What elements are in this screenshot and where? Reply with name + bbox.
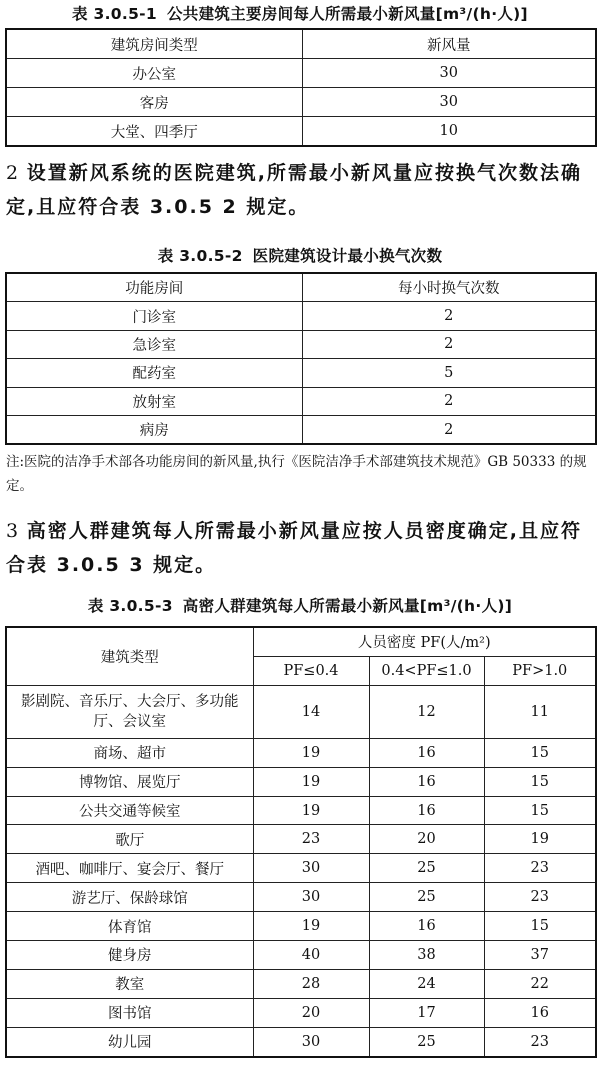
column-header: 功能房间 bbox=[6, 273, 302, 302]
table-cell: 19 bbox=[253, 912, 369, 941]
table-caption bbox=[0, 2, 600, 24]
table-cell: 30 bbox=[253, 1027, 369, 1056]
table-cell: 客房 bbox=[6, 88, 302, 117]
table-cell: 19 bbox=[253, 738, 369, 767]
table-cell: 40 bbox=[253, 941, 369, 970]
table-cell: 16 bbox=[369, 912, 484, 941]
table-cell: 16 bbox=[484, 998, 596, 1027]
column-subheader: PF>1.0 bbox=[484, 656, 596, 685]
table-cell: 健身房 bbox=[6, 941, 253, 970]
table-cell: 23 bbox=[253, 825, 369, 854]
table-cell: 23 bbox=[484, 854, 596, 883]
table-cell: 2 bbox=[302, 387, 596, 415]
column-header: 人员密度 PF(人/m²) bbox=[253, 627, 596, 656]
table-row bbox=[6, 59, 596, 88]
table-cell: 图书馆 bbox=[6, 998, 253, 1027]
table-cell: 病房 bbox=[6, 415, 302, 444]
table-cell: 公共交通等候室 bbox=[6, 796, 253, 825]
table-cell: 2 bbox=[302, 415, 596, 444]
table-caption bbox=[0, 594, 600, 616]
table-cell: 放射室 bbox=[6, 387, 302, 415]
table-title: 公共建筑主要房间每人所需最小新风量[m³/(h·人)] bbox=[166, 5, 528, 23]
table-cell: 15 bbox=[484, 738, 596, 767]
table-row bbox=[6, 854, 596, 883]
table-row bbox=[6, 88, 596, 117]
table-row bbox=[6, 796, 596, 825]
table-number: 表 3.0.5-2 bbox=[157, 247, 243, 265]
table-row bbox=[6, 685, 596, 738]
table-cell: 19 bbox=[253, 796, 369, 825]
fresh-air-public-table bbox=[5, 28, 597, 147]
clause-text: 设置新风系统的医院建筑,所需最小新风量应按换气次数法确定,且应符合表 3.0.5 2 规定。 bbox=[6, 162, 582, 218]
table-row bbox=[6, 767, 596, 796]
table-cell: 影剧院、音乐厅、大会厅、多功能厅、会议室 bbox=[6, 685, 253, 738]
table-cell: 幼儿园 bbox=[6, 1027, 253, 1056]
clause-paragraph bbox=[6, 514, 596, 582]
table-cell: 大堂、四季厅 bbox=[6, 117, 302, 147]
table-cell: 办公室 bbox=[6, 59, 302, 88]
table-cell: 配药室 bbox=[6, 359, 302, 387]
table-cell: 12 bbox=[369, 685, 484, 738]
table-cell: 游艺厅、保龄球馆 bbox=[6, 883, 253, 912]
table-row bbox=[6, 825, 596, 854]
table-cell: 商场、超市 bbox=[6, 738, 253, 767]
table-cell: 19 bbox=[253, 767, 369, 796]
table-title: 高密人群建筑每人所需最小新风量[m³/(h·人)] bbox=[182, 597, 513, 615]
table-cell: 17 bbox=[369, 998, 484, 1027]
table-cell: 酒吧、咖啡厅、宴会厅、餐厅 bbox=[6, 854, 253, 883]
table-cell: 30 bbox=[302, 59, 596, 88]
table-cell: 10 bbox=[302, 117, 596, 147]
column-header: 每小时换气次数 bbox=[302, 273, 596, 302]
table-note: 注:医院的洁净手术部各功能房间的新风量,执行《医院洁净手术部建筑技术规范》GB 50333 的规定。 bbox=[6, 454, 587, 494]
table-cell: 30 bbox=[253, 854, 369, 883]
table-number: 表 3.0.5-3 bbox=[87, 597, 173, 615]
table-row bbox=[6, 359, 596, 387]
table-cell: 门诊室 bbox=[6, 302, 302, 330]
table-cell: 25 bbox=[369, 854, 484, 883]
table-cell: 2 bbox=[302, 302, 596, 330]
table-cell: 11 bbox=[484, 685, 596, 738]
table-cell: 19 bbox=[484, 825, 596, 854]
column-header: 新风量 bbox=[302, 29, 596, 59]
clause-paragraph bbox=[6, 156, 596, 224]
table-cell: 2 bbox=[302, 330, 596, 358]
table-cell: 16 bbox=[369, 796, 484, 825]
high-density-fresh-air-table bbox=[5, 626, 597, 1058]
table-title: 医院建筑设计最小换气次数 bbox=[252, 247, 443, 265]
column-subheader: PF≤0.4 bbox=[253, 656, 369, 685]
table-cell: 15 bbox=[484, 767, 596, 796]
column-header: 建筑房间类型 bbox=[6, 29, 302, 59]
clause-text: 高密人群建筑每人所需最小新风量应按人员密度确定,且应符合表 3.0.5 3 规定。 bbox=[6, 520, 582, 576]
table-cell: 歌厅 bbox=[6, 825, 253, 854]
clause-number: 2 bbox=[6, 162, 19, 184]
table-number: 表 3.0.5-1 bbox=[72, 5, 157, 23]
table-row bbox=[6, 969, 596, 998]
table-cell: 37 bbox=[484, 941, 596, 970]
table-header-row bbox=[6, 627, 596, 656]
table-cell: 14 bbox=[253, 685, 369, 738]
table-cell: 25 bbox=[369, 883, 484, 912]
table-cell: 16 bbox=[369, 738, 484, 767]
table-cell: 急诊室 bbox=[6, 330, 302, 358]
table-cell: 博物馆、展览厅 bbox=[6, 767, 253, 796]
table-header-row bbox=[6, 273, 596, 302]
table-row bbox=[6, 302, 596, 330]
table-cell: 16 bbox=[369, 767, 484, 796]
table-row bbox=[6, 387, 596, 415]
table-cell: 20 bbox=[253, 998, 369, 1027]
table-cell: 28 bbox=[253, 969, 369, 998]
table-cell: 15 bbox=[484, 912, 596, 941]
table-cell: 5 bbox=[302, 359, 596, 387]
table-cell: 22 bbox=[484, 969, 596, 998]
table-row bbox=[6, 117, 596, 147]
clause-number: 3 bbox=[6, 520, 19, 542]
table-row bbox=[6, 738, 596, 767]
table-cell: 23 bbox=[484, 883, 596, 912]
table-row bbox=[6, 998, 596, 1027]
table-cell: 24 bbox=[369, 969, 484, 998]
table-cell: 30 bbox=[302, 88, 596, 117]
column-header: 建筑类型 bbox=[6, 627, 253, 685]
table-row bbox=[6, 941, 596, 970]
table-row bbox=[6, 912, 596, 941]
table-cell: 体育馆 bbox=[6, 912, 253, 941]
table-row bbox=[6, 415, 596, 444]
table-row bbox=[6, 330, 596, 358]
table-cell: 15 bbox=[484, 796, 596, 825]
table-cell: 30 bbox=[253, 883, 369, 912]
hospital-air-change-table bbox=[5, 272, 597, 445]
column-subheader: 0.4<PF≤1.0 bbox=[369, 656, 484, 685]
table-row bbox=[6, 1027, 596, 1056]
table-cell: 25 bbox=[369, 1027, 484, 1056]
table-caption bbox=[0, 244, 600, 266]
table-cell: 20 bbox=[369, 825, 484, 854]
table-cell: 教室 bbox=[6, 969, 253, 998]
table-header-row bbox=[6, 29, 596, 59]
table-row bbox=[6, 883, 596, 912]
table-cell: 23 bbox=[484, 1027, 596, 1056]
table-cell: 38 bbox=[369, 941, 484, 970]
